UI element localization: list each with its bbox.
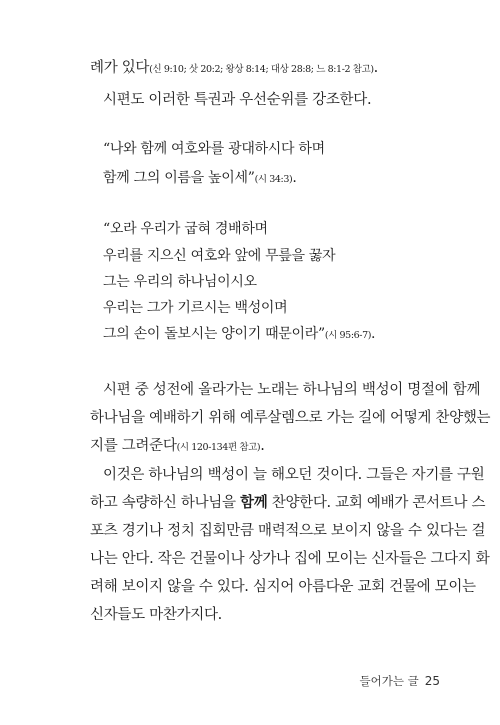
text-line bbox=[90, 549, 489, 569]
quote-text: “오라 우리가 굽혀 경배하며 bbox=[103, 221, 268, 237]
quote-text: 우리는 그가 기르시는 백성이며 bbox=[103, 300, 288, 316]
text-line bbox=[103, 90, 371, 110]
period: . bbox=[371, 326, 376, 342]
emphasis-text: 함께 bbox=[240, 494, 268, 511]
text-line bbox=[90, 521, 485, 541]
quote-line bbox=[103, 246, 335, 266]
body-text: 례가 있다 bbox=[90, 60, 150, 76]
quote-line bbox=[103, 168, 296, 190]
scripture-reference: (시 34:3) bbox=[254, 174, 293, 185]
chapter-title: 들어가는 글 bbox=[359, 674, 419, 688]
quote-text: 그는 우리의 하나님이시오 bbox=[103, 274, 257, 290]
text-line bbox=[90, 577, 476, 597]
quote-line bbox=[103, 219, 268, 239]
quote-line bbox=[103, 298, 287, 318]
scripture-reference: (시 95:6-7) bbox=[324, 330, 372, 341]
text-line bbox=[90, 408, 490, 428]
quote-line bbox=[103, 324, 375, 346]
quote-text: 그의 손이 돌보시는 양이기 때문이라” bbox=[103, 326, 325, 342]
text-line bbox=[90, 436, 265, 458]
text-line bbox=[90, 493, 485, 513]
quote-line bbox=[103, 139, 325, 159]
scripture-reference: (신 9:10; 삿 20:2; 왕상 8:14; 대상 28:8; 느 8:1-2 참고) bbox=[149, 64, 374, 75]
text-line bbox=[90, 58, 378, 80]
body-text: 찬양한다. 교회 예배가 콘서트나 스 bbox=[267, 495, 486, 511]
quote-line bbox=[103, 272, 257, 292]
text-line bbox=[90, 605, 222, 625]
text-line bbox=[103, 465, 484, 485]
body-text: 시편 중 성전에 올라가는 노래는 하나님의 백성이 명절에 함께 bbox=[103, 382, 481, 398]
body-text: 신자들도 마찬가지다. bbox=[90, 607, 222, 623]
page-footer bbox=[360, 673, 440, 689]
body-text: 나는 안다. 작은 건물이나 상가나 집에 모이는 신자들은 그다지 화 bbox=[90, 551, 490, 567]
quote-text: “나와 함께 여호와를 광대하시다 하며 bbox=[103, 141, 325, 157]
body-text: 시편도 이러한 특권과 우선순위를 강조한다. bbox=[103, 92, 372, 108]
scripture-reference: (시 120-134편 참고) bbox=[176, 442, 261, 453]
period: . bbox=[292, 170, 297, 186]
page-number: 25 bbox=[424, 674, 440, 688]
body-text: 이것은 하나님의 백성이 늘 해오던 것이다. 그들은 자기를 구원 bbox=[103, 467, 485, 483]
body-text: 려해 보이지 않을 수 있다. 심지어 아름다운 교회 건물에 모이는 bbox=[90, 579, 476, 595]
period: . bbox=[260, 438, 265, 454]
body-text: 하나님을 예배하기 위해 예루살렘으로 가는 길에 어떻게 찬양했는 bbox=[90, 410, 491, 426]
quote-text: 함께 그의 이름을 높이세” bbox=[103, 170, 255, 186]
body-text: 포츠 경기나 정치 집회만큼 매력적으로 보이지 않을 수 있다는 걸 bbox=[90, 523, 486, 539]
body-text: 하고 속량하신 하나님을 bbox=[90, 495, 240, 511]
period: . bbox=[373, 60, 378, 76]
quote-text: 우리를 지으신 여호와 앞에 무릎을 꿇자 bbox=[103, 248, 336, 264]
text-line bbox=[103, 380, 480, 400]
body-text: 지를 그려준다 bbox=[90, 438, 177, 454]
